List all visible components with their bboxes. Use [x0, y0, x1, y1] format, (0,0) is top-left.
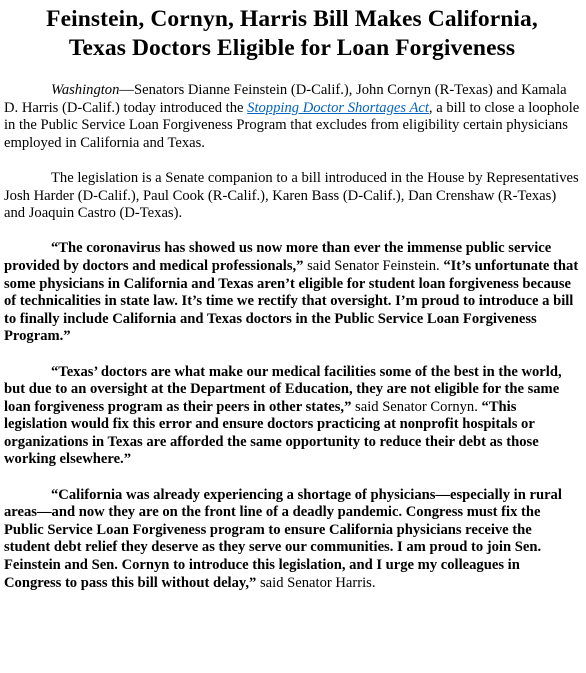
paragraph-companion: [4, 170, 580, 223]
intro-text-1: —Senators Dianne Feinstein (D-Calif.), John Cornyn (R-Texas) and Kamala D. Harris (D-Calif.) today introduced the: [4, 82, 567, 116]
paragraph-harris: [4, 487, 580, 593]
headline-line-1: Feinstein, Cornyn, Harris Bill Makes California,: [46, 6, 538, 32]
paragraph-cornyn: [4, 364, 580, 470]
headline: [4, 5, 580, 63]
intro-text-2: , a bill to close a loophole in the Public Service Loan Forgiveness Program that excludes from eligibility certain physicians employed in California and Texas.: [4, 99, 580, 151]
harris-attribution: said Senator Harris.: [256, 574, 376, 591]
paragraph-feinstein: [4, 240, 580, 346]
bill-link[interactable]: Stopping Doctor Shortages Act: [247, 99, 429, 116]
feinstein-quote-2: “It’s unfortunate that some physicians in California and Texas aren’t eligible for student loan forgiveness because of technicalities in state law. It’s time we rectify that oversight. I’m proud to introduce a bill to finally include California and Texas doctors in the Public Service Loan Forgiveness Program.”: [4, 257, 579, 345]
companion-text: The legislation is a Senate companion to a bill introduced in the House by Representatives Josh Harder (D-Calif.), Paul Cook (R-Calif.), Karen Bass (D-Calif.), Dan Crenshaw (R-Texas) and Joaquin Castro (D-Texas).: [4, 169, 579, 222]
dateline: Washington: [51, 82, 120, 98]
headline-line-2: Texas Doctors Eligible for Loan Forgiveness: [68, 35, 516, 61]
cornyn-quote-2: “This legislation would fix this error and ensure doctors practicing at nonprofit hospitals or organizations in Texas are afforded the same opportunity to reduce their debt as those working elsewhere.”: [4, 398, 539, 468]
feinstein-attribution: said Senator Feinstein.: [303, 257, 444, 274]
harris-quote: “California was already experiencing a shortage of physicians—especially in rural areas—and now they are on the front line of a deadly pandemic. Congress must fix the Public Service Loan Forgiveness program to ensure California physicians receive the student debt relief they deserve as they serve our communities. I am proud to join Sen. Feinstein and Sen. Cornyn to introduce this legislation, and I urge my colleagues in Congress to pass this bill without delay,”: [4, 486, 562, 591]
feinstein-quote-1: “The coronavirus has showed us now more than ever the immense public service provided by doctors and medical professionals,”: [4, 240, 552, 274]
cornyn-attribution: said Senator Cornyn.: [351, 398, 482, 415]
cornyn-quote-1: “Texas’ doctors are what make our medical facilities some of the best in the world, but due to an oversight at the Department of Education, they are not eligible for the same loan forgiveness program as their peers in other states,”: [4, 363, 562, 415]
paragraph-intro: [4, 82, 580, 152]
